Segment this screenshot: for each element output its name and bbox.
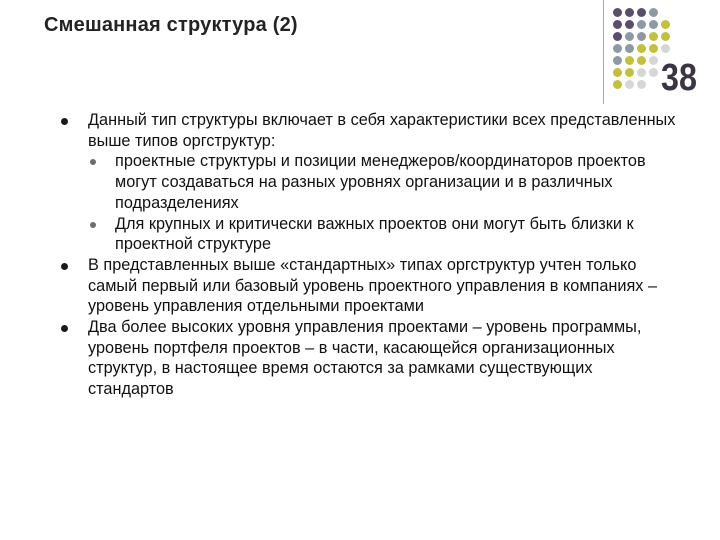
decor-dot: [625, 80, 634, 89]
bullet-icon: [61, 325, 68, 332]
decor-dot: [625, 56, 634, 65]
bullet-icon: [61, 263, 68, 270]
decor-dot: [625, 20, 634, 29]
list-item: [58, 255, 678, 317]
list-item-text: Данный тип структуры включает в себя характеристики всех представленных выше типов оргструктур:: [88, 111, 676, 150]
list-item-text: Два более высоких уровня управления проектами – уровень программы, уровень портфеля проектов – в части, касающейся организационных структур, в настоящее время остаются за рамками существующих стандартов: [88, 318, 642, 399]
sub-bullet-icon: [90, 222, 96, 228]
decor-dot: [661, 44, 670, 53]
decor-dot: [649, 8, 658, 17]
decor-dot: [625, 32, 634, 41]
sub-list-item: [88, 214, 678, 255]
sub-list-item: [88, 151, 678, 213]
decor-dot: [637, 80, 646, 89]
decor-dot: [649, 68, 658, 77]
sub-bullet-icon: [90, 159, 96, 165]
decor-dot: [637, 68, 646, 77]
decor-dot: [613, 56, 622, 65]
decor-dot: [613, 68, 622, 77]
decor-dot: [661, 20, 670, 29]
header-divider: [603, 0, 604, 104]
decor-dot: [649, 56, 658, 65]
decor-dot: [613, 80, 622, 89]
decor-dot: [649, 44, 658, 53]
decor-dot: [637, 8, 646, 17]
decor-dot: [625, 8, 634, 17]
decor-dot: [649, 32, 658, 41]
decor-dot: [637, 56, 646, 65]
list-item: [58, 110, 678, 255]
decor-dot: [637, 20, 646, 29]
sub-list-item-text: Для крупных и критически важных проектов они могут быть близки к проектной структуре: [115, 214, 634, 254]
slide-number: 38: [661, 57, 697, 99]
list-item-text: В представленных выше «стандартных» типах оргструктур учтен только самый первый или базовый уровень проектного управления в компаниях – уровень управления отдельными проектами: [88, 255, 658, 316]
decor-dot: [613, 8, 622, 17]
sub-list-item-text: проектные структуры и позиции менеджеров/координаторов проектов могут создаваться на разных уровнях организации и в различных подразделениях: [115, 152, 646, 212]
decor-dot: [613, 20, 622, 29]
decor-dot: [613, 32, 622, 41]
decor-dot: [625, 44, 634, 53]
list-item: [58, 317, 678, 400]
decor-dot: [637, 32, 646, 41]
bullet-icon: [61, 118, 68, 125]
decor-dot: [637, 44, 646, 53]
decor-dot: [649, 20, 658, 29]
decor-dot: [613, 44, 622, 53]
decor-dot: [661, 32, 670, 41]
decor-dot: [625, 68, 634, 77]
slide-title: Смешанная структура (2): [44, 14, 298, 36]
bullet-list: [58, 110, 678, 400]
